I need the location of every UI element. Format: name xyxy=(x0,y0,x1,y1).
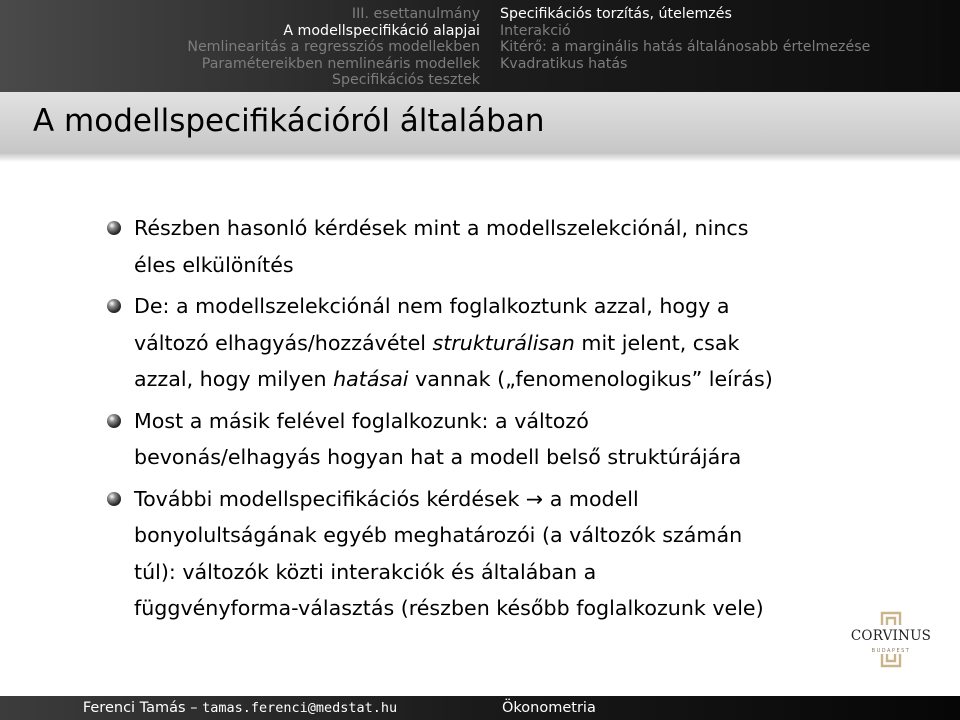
nav-section-spec-tests[interactable]: Specifikációs tesztek xyxy=(331,72,480,89)
footline-separator: – xyxy=(190,700,198,716)
bullet-2-line-1: De: a modellszelekciónál nem foglalkoztunk azzal, hogy a xyxy=(134,294,730,318)
ball-bullet-icon xyxy=(107,492,121,506)
bullet-2-line-2: változó elhagyás/hozzávétel strukturálisan mit jelent, csak xyxy=(134,330,740,355)
nav-section-nonlinearity[interactable]: Nemlinearitás a regressziós modellekben xyxy=(187,39,480,56)
footline-author-box xyxy=(0,696,480,720)
headline-navigation xyxy=(0,0,960,92)
frame-title: A modellspecifikációról általában xyxy=(33,103,545,139)
section-nav xyxy=(10,6,480,89)
nav-section-model-spec-basics[interactable]: A modellspecifikáció alapjai xyxy=(283,22,480,39)
footline-author: Ferenci Tamás xyxy=(82,700,186,716)
bullet-3-line-1: Most a másik felével foglalkozunk: a változó xyxy=(134,408,589,433)
bullet-3-line-2: bevonás/elhagyás hogyan hat a modell belső struktúrájára xyxy=(134,445,742,469)
bullet-item-3 xyxy=(107,403,897,476)
bullet-item-2 xyxy=(107,288,897,398)
bullet-4-line-2: bonyolultságának egyéb meghatározói (a változók számán xyxy=(134,523,743,547)
bullet-item-1 xyxy=(107,210,897,283)
subsection-nav xyxy=(500,6,950,72)
bullet-4-line-4: függvényforma-választás (részben később foglalkozunk vele) xyxy=(134,596,764,620)
bullet-item-4 xyxy=(107,481,897,627)
bullet-2-line-3: azzal, hogy milyen hatásai vannak („fenomenologikus” leírás) xyxy=(134,367,773,391)
logo-wordmark: CORVINUS xyxy=(850,628,932,644)
emphasis-effects: hatásai xyxy=(333,367,409,391)
nav-section-nonlinear-params[interactable]: Paramétereikben nemlineáris modellek xyxy=(201,55,480,72)
ball-bullet-icon xyxy=(107,221,121,235)
bullet-1-line-1: Részben hasonló kérdések mint a modellszelekciónál, nincs xyxy=(134,216,749,240)
ball-bullet-icon xyxy=(107,414,121,428)
footline-email[interactable]: tamas.ferenci@medstat.hu xyxy=(202,700,398,716)
nav-subsection-quadratic[interactable]: Kvadratikus hatás xyxy=(500,55,628,72)
bullet-4-line-3: túl): változók közti interakciók és általában a xyxy=(134,559,597,584)
title-bar-shadow xyxy=(0,154,960,162)
nav-section-case-study[interactable]: III. esettanulmány xyxy=(351,6,480,22)
nav-subsection-interaction[interactable]: Interakció xyxy=(500,22,571,39)
ball-bullet-icon xyxy=(107,299,121,313)
logo-small-text: BUDAPEST xyxy=(871,648,911,654)
nav-subsection-spec-bias[interactable]: Specifikációs torzítás, útelemzés xyxy=(500,6,732,22)
corvinus-logo xyxy=(846,608,936,670)
footline xyxy=(0,696,960,720)
bullet-list xyxy=(107,210,897,632)
footline-course: Ökonometria xyxy=(502,700,596,716)
emphasis-structurally: strukturálisan xyxy=(432,330,575,355)
bullet-4-line-1: További modellspecifikációs kérdések → a modell xyxy=(134,486,639,511)
nav-subsection-marginal-effect[interactable]: Kitérő: a marginális hatás általánosabb értelmezése xyxy=(500,39,871,56)
bullet-1-line-2: éles elkülönítés xyxy=(134,252,294,277)
